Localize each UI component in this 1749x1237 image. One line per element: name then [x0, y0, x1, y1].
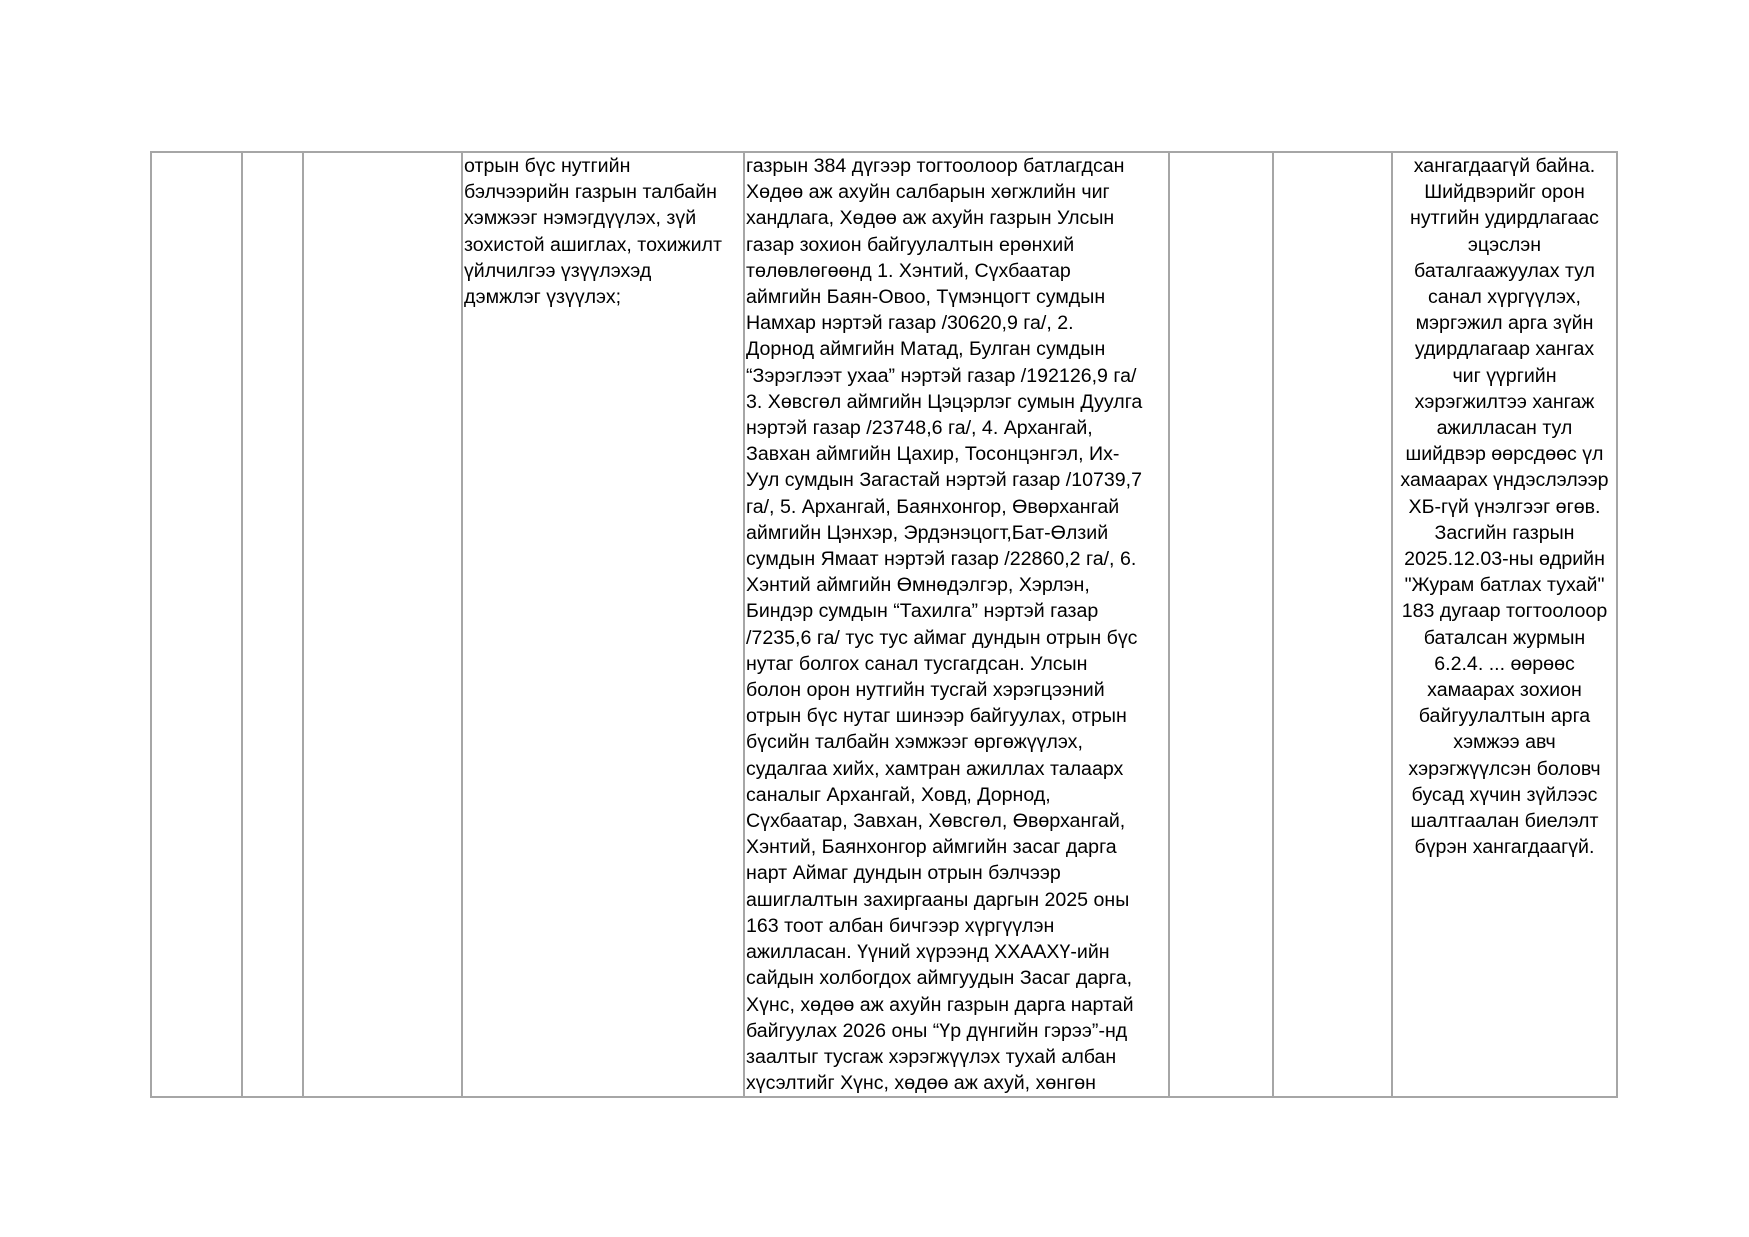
text-line: Уул сумдын Загастай нэртэй газар /10739,7	[746, 469, 1143, 492]
cell-score	[1273, 152, 1392, 1097]
text-line: сумдын Ямаат нэртэй газар /22860,2 га/, 6.	[746, 548, 1137, 571]
text-line: хэрэгжилтээ хангаж	[1414, 390, 1595, 413]
text-line: ажилласан. Үүний хүрээнд ХХААХҮ-ийн	[746, 941, 1110, 964]
text-line: 2025.12.03-ны өдрийн	[1404, 548, 1605, 571]
text-line: хамаарах зохион	[1427, 679, 1582, 702]
text-line: Хөдөө аж ахуйн салбарын хөгжлийн чиг	[746, 181, 1110, 204]
text-line: Завхан аймгийн Цахир, Тосонцэнгэл, Их-	[746, 443, 1120, 466]
text-line: шалтгаалан биелэлт	[1410, 810, 1599, 833]
text-line: зохистой ашиглах, тохижилт	[464, 233, 722, 256]
text-line: үйлчилгээ үзүүлэхэд	[464, 259, 652, 282]
text-line: шийдвэр өөрсдөөс үл	[1405, 443, 1604, 466]
text-line: байгуулах 2026 оны “Үр дүнгийн гэрээ”-нд	[746, 1019, 1128, 1042]
text-line: 163 тоот албан бичгээр хүргүүлэн	[746, 914, 1055, 937]
cell-code	[242, 152, 303, 1097]
text-line: аймгийн Баян-Овоо, Түмэнцогт сумдын	[746, 286, 1106, 309]
text-line: санал хүргүүлэх,	[1428, 286, 1581, 309]
text-line: нэртэй газар /23748,6 га/, 4. Архангай,	[746, 417, 1093, 440]
report-table	[150, 151, 1618, 1098]
text-line: Сүхбаатар, Завхан, Хөвсгөл, Өвөрхангай,	[746, 810, 1126, 833]
text-line: 3. Хөвсгөл аймгийн Цэцэрлэг сумын Дуулга	[746, 390, 1143, 413]
text-line: Биндэр сумдын “Тахилга” нэртэй газар	[746, 600, 1099, 623]
text-line: мэргэжил арга зүйн	[1415, 312, 1594, 335]
text-line: бусад хүчин зүйлээс	[1411, 783, 1598, 806]
text-line: заалтыг тусгаж хэрэгжүүлэх тухай албан	[746, 1045, 1117, 1068]
text-line: газар зохион байгуулалтын ерөнхий	[746, 233, 1075, 256]
text-line: Дорнод аймгийн Матад, Булган сумдын	[746, 338, 1106, 361]
text-line: Хэнтий, Баянхонгор аймгийн засаг дарга	[746, 836, 1117, 859]
text-line: судалгаа хийх, хамтран ажиллах талаарх	[746, 757, 1124, 780]
text-line: саналыг Архангай, Ховд, Дорнод,	[746, 783, 1051, 806]
text-line: сайдын холбогдох аймгуудын Засаг дарга,	[746, 967, 1133, 990]
text-line: "Журам батлах тухай"	[1404, 574, 1605, 597]
assessment-text	[1394, 153, 1615, 860]
cell-assessment	[1392, 152, 1617, 1097]
text-line: байгуулалтын арга	[1418, 705, 1591, 728]
text-line: Намхар нэртэй газар /30620,9 га/, 2.	[746, 312, 1074, 335]
text-line: болон орон нутгийн тусгай хэрэгцээний	[746, 679, 1105, 702]
cell-goal	[303, 152, 462, 1097]
text-line: бүсийн талбайн хэмжээг өргөжүүлэх,	[746, 731, 1083, 754]
text-line: нутаг болгох санал тусгагдсан. Улсын	[746, 652, 1088, 675]
text-line: Шийдвэрийг орон	[1424, 181, 1585, 204]
text-line: эцэслэн	[1467, 233, 1542, 256]
text-line: ашиглалтын захиргааны даргын 2025 оны	[746, 888, 1130, 911]
text-line: 183 дугаар тогтоолоор	[1401, 600, 1608, 623]
text-line: нутгийн удирдлагаас	[1410, 207, 1599, 230]
text-line: хүсэлтийг Хүнс, хөдөө аж ахуй, хөнгөн	[746, 1072, 1096, 1095]
text-line: га/, 5. Архангай, Баянхонгор, Өвөрхангай	[746, 495, 1120, 518]
text-line: Хүнс, хөдөө аж ахуйн газрын дарга нартай	[746, 993, 1134, 1016]
text-line: аймгийн Цэнхэр, Эрдэнэцогт,Бат-Өлзий	[746, 521, 1109, 544]
measure-text	[464, 153, 742, 310]
text-line: хэрэгжүүлсэн боловч	[1408, 757, 1601, 780]
text-line: ажилласан тул	[1436, 417, 1573, 440]
text-line: хэмжээ авч	[1453, 731, 1556, 754]
table-row	[151, 152, 1617, 1097]
cell-measure	[462, 152, 744, 1097]
text-line: 6.2.4. ... өөрөөс	[1434, 652, 1575, 675]
cell-number	[151, 152, 242, 1097]
text-line: баталсан журмын	[1423, 626, 1586, 649]
text-line: Хэнтий аймгийн Өмнөдэлгэр, Хэрлэн,	[746, 574, 1090, 597]
text-line: отрын бүс нутаг шинээр байгуулах, отрын	[746, 705, 1127, 728]
text-line: газрын 384 дүгээр тогтоолоор батлагдсан	[746, 155, 1125, 177]
text-line: хандлага, Хөдөө аж ахуйн газрын Улсын	[746, 207, 1115, 230]
text-line: бүрэн хангагдаагүй.	[1414, 836, 1595, 859]
text-line: баталгаажуулах тул	[1414, 259, 1595, 282]
text-line: чиг үүргийн	[1452, 364, 1557, 387]
cell-implementation	[744, 152, 1169, 1097]
text-line: отрын бүс нутгийн	[464, 155, 631, 177]
text-line: хамаарах үндэслэлээр	[1400, 469, 1609, 492]
text-line: хангагдаагүй байна.	[1413, 155, 1596, 177]
implementation-text	[746, 153, 1167, 1096]
text-line: /7235,6 га/ тус тус аймаг дундын отрын бүс	[746, 626, 1138, 649]
cell-indicator	[1169, 152, 1273, 1097]
text-line: “Зэрэглээт ухаа” нэртэй газар /192126,9 га/	[746, 364, 1137, 387]
text-line: төлөвлөгөөнд 1. Хэнтий, Сүхбаатар	[746, 259, 1071, 282]
text-line: хэмжээг нэмэгдүүлэх, зүй	[464, 207, 697, 230]
text-line: удирдлагаар хангах	[1414, 338, 1595, 361]
text-line: дэмжлэг үзүүлэх;	[464, 286, 622, 309]
text-line: Засгийн газрын	[1434, 521, 1575, 544]
text-line: ХБ-гүй үнэлгээг өгөв.	[1408, 495, 1601, 518]
text-line: нарт Аймаг дундын отрын бэлчээр	[746, 862, 1061, 885]
text-line: бэлчээрийн газрын талбайн	[464, 181, 717, 204]
